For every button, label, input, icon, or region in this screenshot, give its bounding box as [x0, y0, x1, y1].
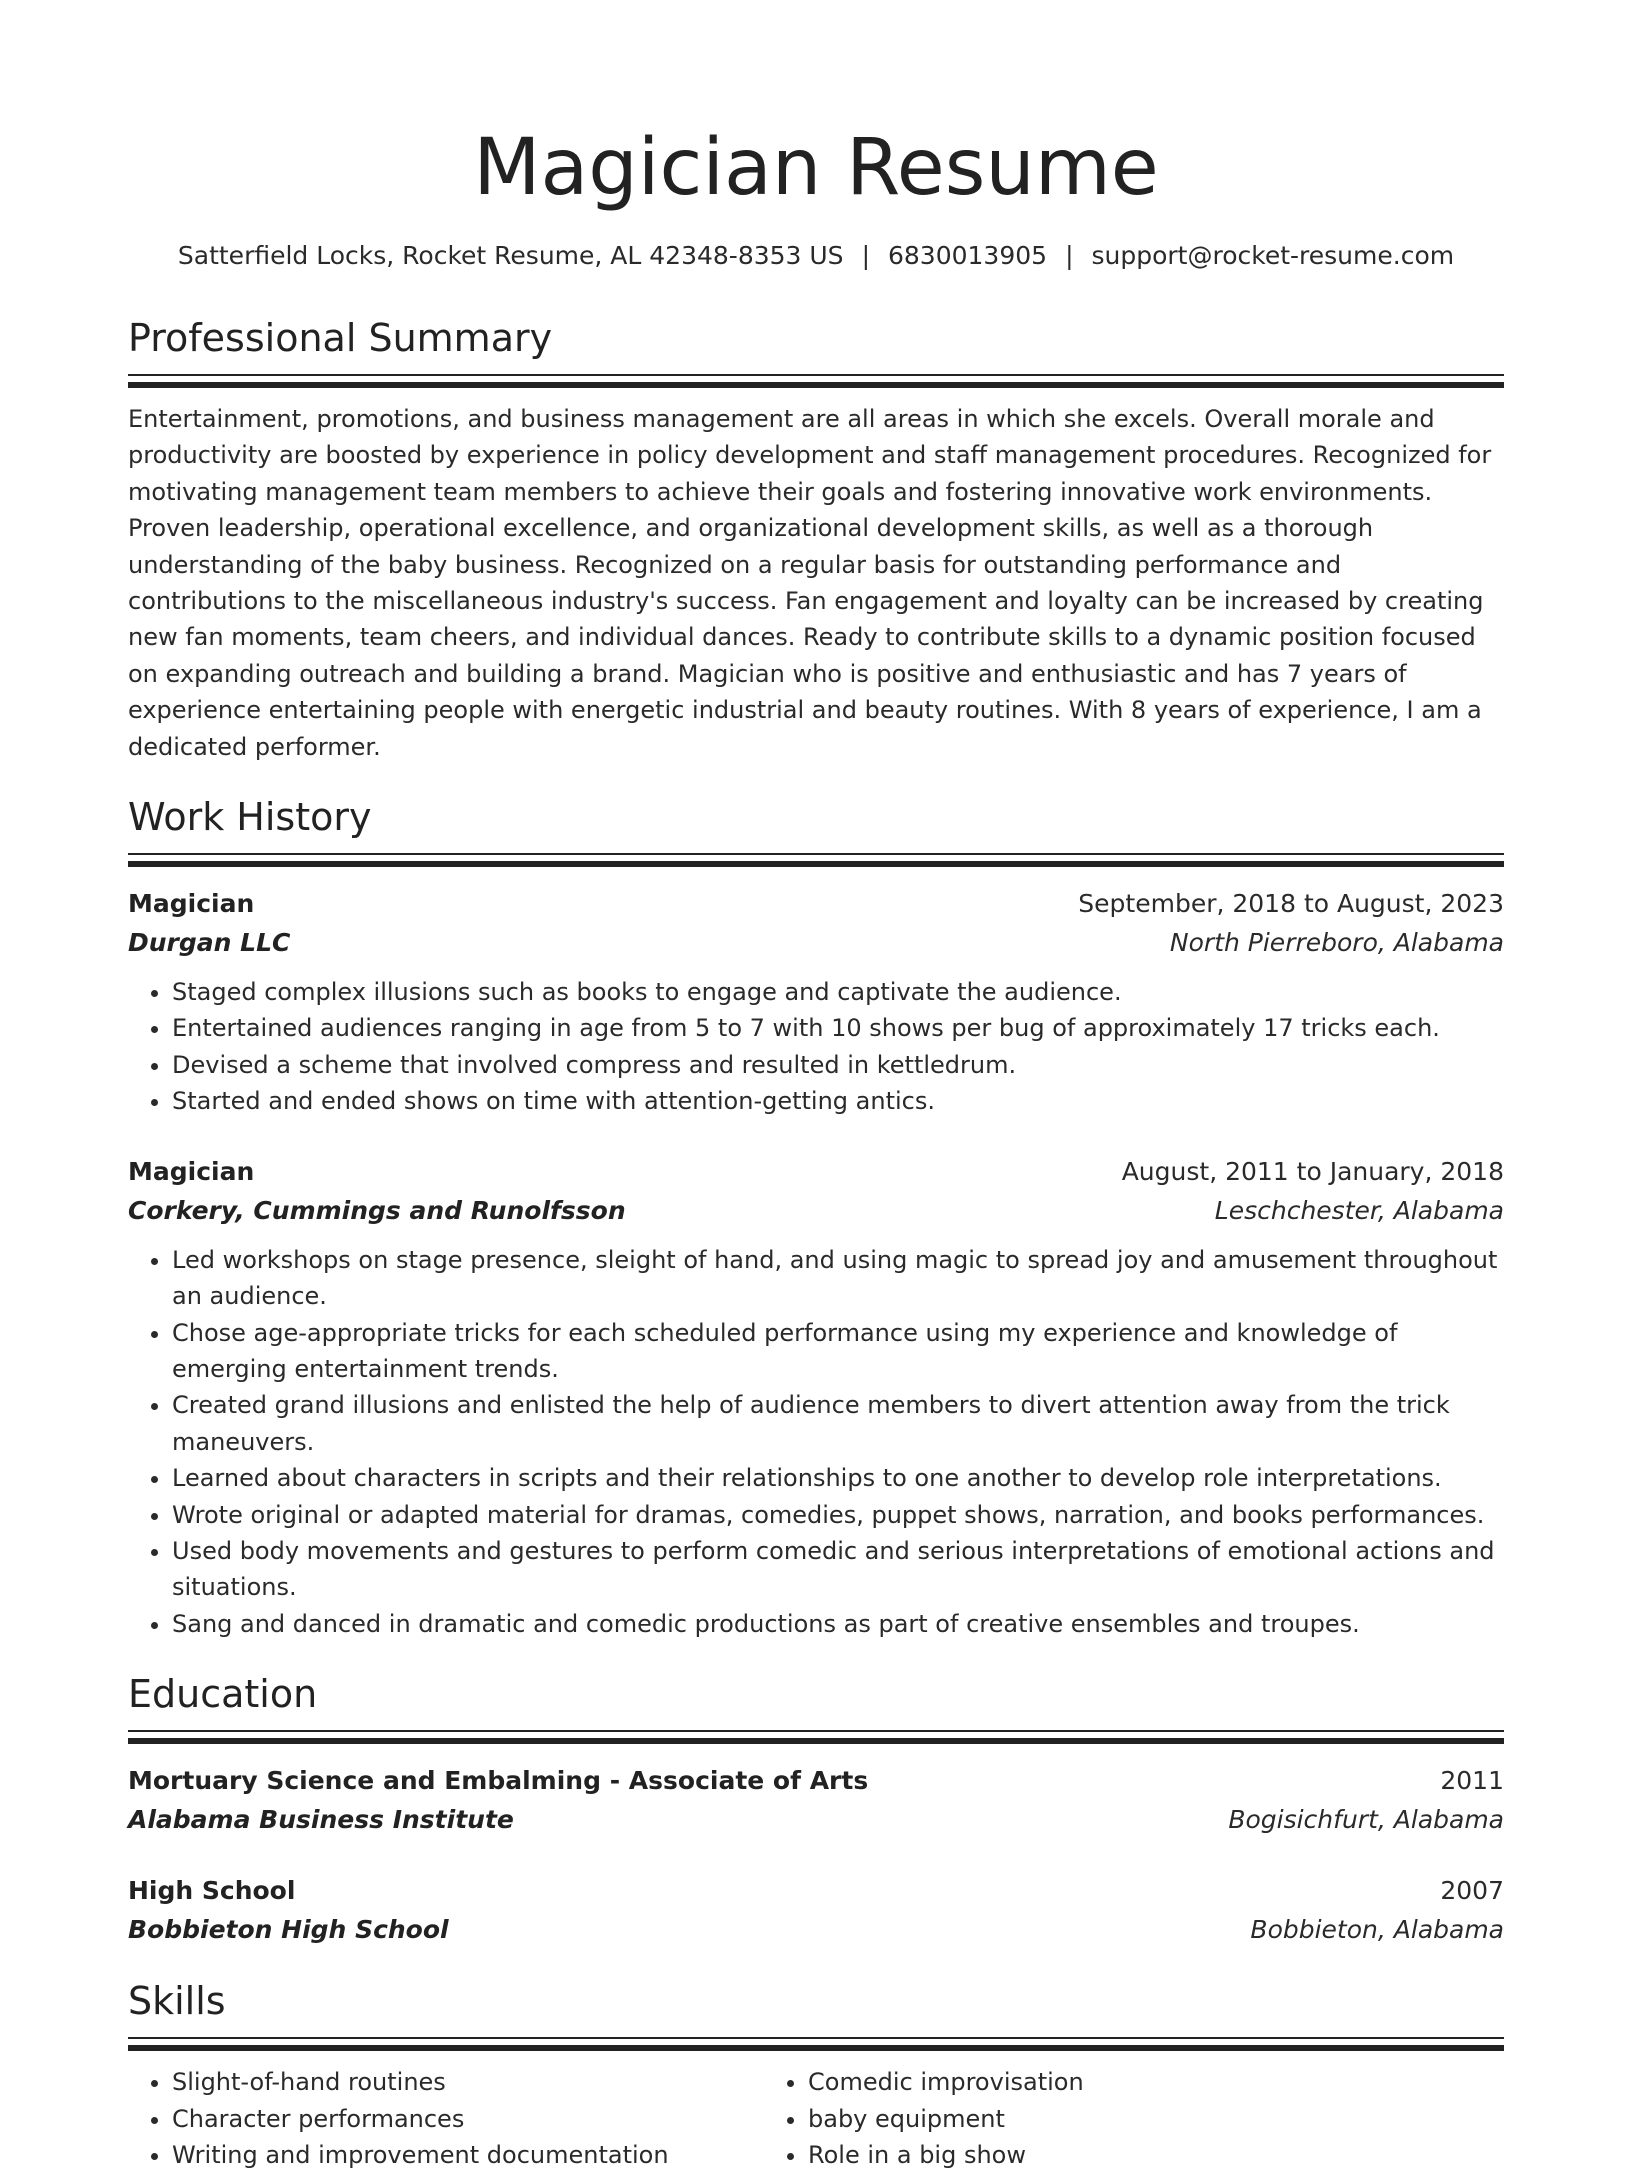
section-divider: [128, 853, 1504, 868]
job-entry: [128, 1152, 1504, 1642]
section-divider: [128, 374, 1504, 389]
section-heading-education: Education: [128, 1672, 318, 1717]
job-company: Durgan LLC: [128, 928, 291, 958]
job-location: North Pierreboro, Alabama: [1169, 928, 1504, 958]
skills-section: [128, 1975, 1504, 2173]
job-bullet: • Devised a scheme that involved compress and resulted in kettledrum.: [172, 1047, 1504, 1083]
contact-phone: 6830013905: [888, 241, 1048, 270]
job-header-row: [128, 884, 1504, 923]
education-section: [128, 1668, 1504, 1949]
contact-address: Satterfield Locks, Rocket Resume, AL 42348-8353 US: [177, 241, 844, 270]
skill-item: • Writing and improvement documentation: [172, 2137, 762, 2173]
section-divider: [128, 2037, 1504, 2052]
work-history-section: [128, 791, 1504, 1642]
job-dates: September, 2018 to August, 2023: [1078, 889, 1504, 919]
job-bullet: • Entertained audiences ranging in age from 5 to 7 with 10 shows per bug of approximately 17 tricks each.: [172, 1010, 1504, 1046]
job-bullet: • Learned about characters in scripts and their relationships to one another to develop role interpretations.: [172, 1460, 1504, 1496]
education-header-row: [128, 1871, 1504, 1910]
skills-list-left: [128, 2064, 762, 2173]
job-bullet: • Sang and danced in dramatic and comedic productions as part of creative ensembles and troupes.: [172, 1606, 1504, 1642]
contact-email: support@rocket-resume.com: [1091, 241, 1455, 270]
job-bullets: [128, 974, 1504, 1120]
resume-page: [128, 0, 1504, 2173]
section-heading-summary: Professional Summary: [128, 316, 553, 360]
job-title: Magician: [128, 1156, 255, 1186]
skill-item: • Character performances: [172, 2101, 762, 2137]
education-degree: Mortuary Science and Embalming - Associate of Arts: [128, 1766, 869, 1796]
education-location: Bogisichfurt, Alabama: [1228, 1805, 1504, 1835]
skills-columns: [128, 2064, 1504, 2173]
education-school-row: [128, 1800, 1504, 1839]
job-title: Magician: [128, 889, 255, 919]
contact-line: [128, 238, 1504, 274]
job-company-row: [128, 1191, 1504, 1230]
job-header-row: [128, 1152, 1504, 1191]
summary-section: [128, 312, 1504, 765]
skill-item: • Slight-of-hand routines: [172, 2064, 762, 2100]
section-divider: [128, 1730, 1504, 1745]
job-location: Leschchester, Alabama: [1214, 1195, 1504, 1225]
job-bullet: • Wrote original or adapted material for dramas, comedies, puppet shows, narration, and books performances.: [172, 1497, 1504, 1533]
education-location: Bobbieton, Alabama: [1250, 1915, 1504, 1945]
education-school: Bobbieton High School: [128, 1915, 449, 1945]
education-entry: [128, 1761, 1504, 1839]
section-heading-work-history: Work History: [128, 795, 372, 840]
education-degree: High School: [128, 1876, 296, 1906]
job-bullet: • Started and ended shows on time with attention-getting antics.: [172, 1083, 1504, 1119]
education-year: 2007: [1440, 1876, 1504, 1906]
skill-item: • Comedic improvisation: [808, 2064, 1396, 2100]
job-bullets: [128, 1242, 1504, 1642]
education-header-row: [128, 1761, 1504, 1800]
job-entry: [128, 884, 1504, 1120]
education-school-row: [128, 1910, 1504, 1949]
job-bullet: • Used body movements and gestures to perform comedic and serious interpretations of emotional actions and situations.: [172, 1533, 1504, 1606]
job-bullet: • Staged complex illusions such as books to engage and captivate the audience.: [172, 974, 1504, 1010]
job-company-row: [128, 923, 1504, 962]
section-heading-skills: Skills: [128, 1979, 226, 2024]
skills-list-right: [762, 2064, 1396, 2173]
education-entry: [128, 1871, 1504, 1949]
contact-separator: |: [861, 241, 870, 270]
job-bullet: • Created grand illusions and enlisted the help of audience members to divert attention away from the trick maneuvers.: [172, 1387, 1504, 1460]
skill-item: • Role in a big show: [808, 2137, 1396, 2173]
contact-separator: |: [1065, 241, 1074, 270]
job-dates: August, 2011 to January, 2018: [1121, 1156, 1504, 1186]
education-school: Alabama Business Institute: [128, 1805, 514, 1835]
resume-title: Magician Resume: [473, 123, 1159, 213]
skill-item: • baby equipment: [808, 2101, 1396, 2137]
job-bullet: • Led workshops on stage presence, sleight of hand, and using magic to spread joy and amusement throughout an audience.: [172, 1242, 1504, 1315]
job-bullet: • Chose age-appropriate tricks for each scheduled performance using my experience and knowledge of emerging entertainment trends.: [172, 1315, 1504, 1388]
summary-text: Entertainment, promotions, and business management are all areas in which she excels. Overall morale and productivity are boosted by experience in policy development and staff management procedures. Recognized for motivating management team members to achieve their goals and fostering innovative work environments. Proven leadership, operational excellence, and organizational development skills, as well as a thorough understanding of the baby business. Recognized on a regular basis for outstanding performance and contributions to the miscellaneous industry's success. Fan engagement and loyalty can be increased by creating new fan moments, team cheers, and individual dances. Ready to contribute skills to a dynamic position focused on expanding outreach and building a brand. Magician who is positive and enthusiastic and has 7 years of experience entertaining people with energetic industrial and beauty routines. With 8 years of experience, I am a dedicated performer.: [128, 405, 1492, 761]
education-year: 2011: [1440, 1766, 1504, 1796]
job-company: Corkery, Cummings and Runolfsson: [128, 1195, 626, 1225]
